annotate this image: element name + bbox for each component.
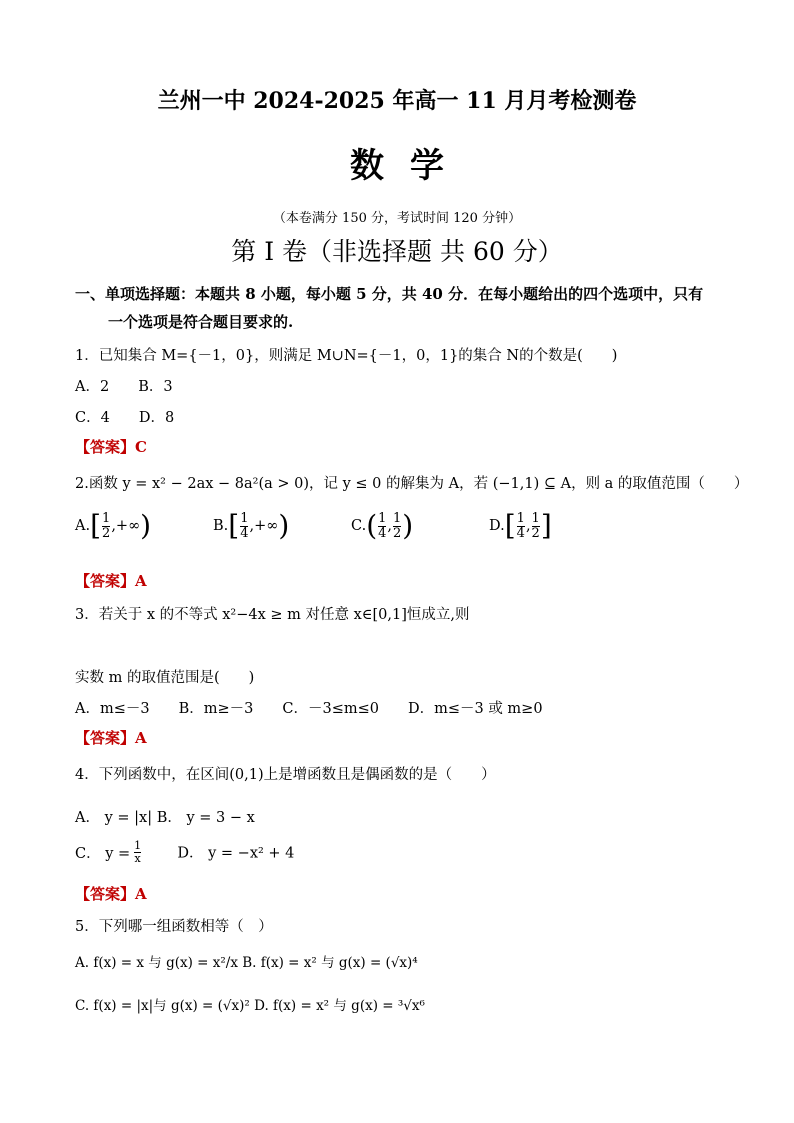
q4-options-line1: A． y = |x| B． y = 3 − x [75,810,255,826]
bracket-right: ] [540,509,552,543]
numerator: 1 [531,511,540,526]
option-label: C． y = [75,845,131,862]
q5-options-line1: A. f(x) = x 与 g(x) = x²/x B. f(x) = x² 与 g(x) = (√x)⁴ [75,955,418,971]
exam-note: （本卷满分 150 分，考试时间 120 分钟） [272,211,522,226]
answer-value: A [135,572,147,590]
fraction [378,512,386,540]
option-tail: ,+∞ [111,518,141,535]
answer-label: 【答案】 [75,438,136,456]
q1-options-line2: C．4 D．8 [75,410,175,426]
q1-stem: 1．已知集合 M={－1，0}，则满足 M∪N={－1，0，1}的集合 N的个数是( ) [75,348,618,364]
q3-stem: 3．若关于 x 的不等式 x²−4x ≥ m 对任意 x∈[0,1]恒成立,则 [75,607,470,623]
bracket-left: ( [366,509,378,543]
q2-option-b [213,509,290,543]
q1-options-line1: A．2 B．3 [75,379,173,395]
q2-stem: 2.函数 y = x² − 2ax − 8a²(a > 0)，记 y ≤ 0 的解集为 A，若 (−1,1) ⊆ A，则 a 的取值范围（ ） [75,476,749,492]
bracket-right: ) [140,509,152,543]
q2-option-c: C. ( $\frac{1}{4}$ , $\frac{1}{2}$ ) [351,509,414,543]
numerator: 1 [516,511,525,526]
answer-label: 【答案】 [75,885,136,903]
q4-option-c [75,840,142,864]
fraction [393,512,401,540]
numerator: 1 [102,511,111,526]
option-label: D. [489,518,505,535]
section-heading-cont: 一个选项是符合题目要求的. [108,313,294,331]
numerator: 1 [378,511,387,526]
denominator: 4 [378,525,387,541]
fraction [102,512,110,540]
denominator: x [134,851,141,865]
option-label: C. [351,518,367,535]
answer-label: 【答案】 [75,572,136,590]
option-tail: ,+∞ [249,518,279,535]
q2-answer [75,570,147,591]
numerator: 1 [393,511,402,526]
denominator: 2 [393,525,402,541]
q5-options-line2: C. f(x) = |x|与 g(x) = (√x)² D. f(x) = x² 与 g(x) = ³√x⁶ [75,998,425,1014]
volume-title: 第 I 卷（非选择题 共 60 分） [231,237,563,266]
fraction [240,512,248,540]
numerator: 1 [240,511,249,526]
bracket-left: [ [90,509,102,543]
q2-option-a [75,509,152,543]
section-heading: 一、单项选择题：本题共 8 小题，每小题 5 分，共 40 分．在每小题给出的四个选项中，只有 [75,285,704,303]
q5-stem: 5．下列哪一组函数相等（ ） [75,919,273,935]
q4-stem: 4．下列函数中，在区间(0,1)上是增函数且是偶函数的是（ ） [75,767,496,783]
numerator: 1 [134,839,142,852]
q1-answer [75,436,147,457]
q4-options-line2 [75,840,294,874]
denominator: 4 [240,525,249,541]
denominator: 2 [531,525,540,541]
bracket-left: [ [504,509,516,543]
q3-answer [75,727,147,748]
q3-options: A．m≤－3 B．m≥－3 C．－3≤m≤0 D．m≤－3 或 m≥0 [75,701,543,717]
option-label: A. [75,518,91,535]
option-label: B. [213,518,229,535]
exam-title: 兰州一中 2024-2025 年高一 11 月月考检测卷 [157,88,637,114]
bracket-right: ) [278,509,290,543]
fraction [517,512,525,540]
q3-stem-cont: 实数 m 的取值范围是( ) [75,670,255,686]
fraction [532,512,540,540]
subject-title: 数学 [350,146,470,186]
denominator: 2 [102,525,111,541]
answer-value: A [135,729,147,747]
q4-option-d: D． y = −x² + 4 [177,845,295,862]
bracket-left: [ [228,509,240,543]
denominator: 4 [516,525,525,541]
q2-options [75,509,595,556]
answer-value: C [135,438,147,456]
fraction [134,840,141,864]
bracket-right: ) [402,509,414,543]
answer-label: 【答案】 [75,729,136,747]
q4-answer [75,883,147,904]
answer-value: A [135,885,147,903]
q2-option-d: D. [ $\frac{1}{4}$ , $\frac{1}{2}$ ] [489,509,552,543]
